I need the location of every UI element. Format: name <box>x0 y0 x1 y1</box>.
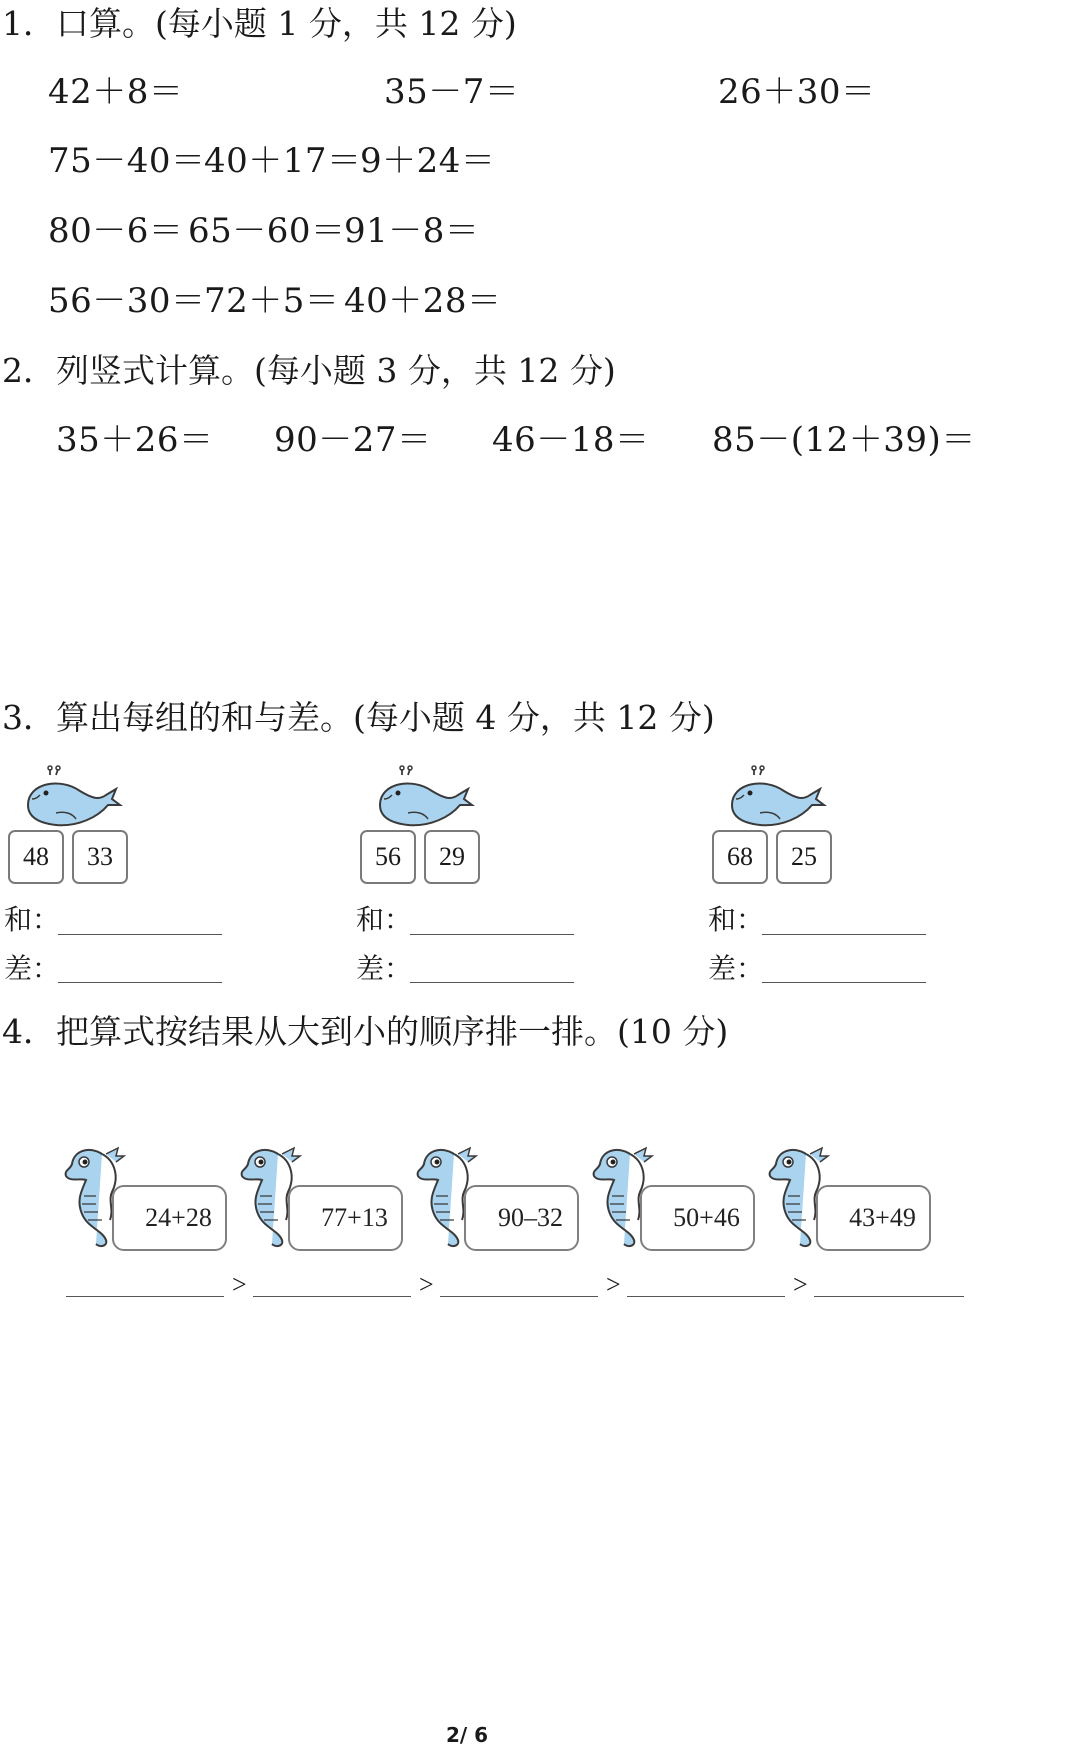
difference-answer-blank[interactable] <box>410 982 574 983</box>
difference-answer-blank[interactable] <box>762 982 926 983</box>
order-answer-blank[interactable] <box>66 1296 224 1297</box>
difference-label: 差： <box>356 952 413 985</box>
sum-answer-blank[interactable] <box>58 934 222 935</box>
whale-icon <box>20 765 124 837</box>
q1-expr: 65－60＝ <box>188 211 346 251</box>
q1-expr: 40＋28＝ <box>344 281 502 321</box>
q2-title: 2．列竖式计算。(每小题 3 分，共 12 分) <box>2 351 616 390</box>
number-box: 68 <box>712 830 768 884</box>
greater-than-sign: > <box>606 1270 621 1299</box>
q1-expr: 35－7＝ <box>384 72 520 112</box>
expression-box: 43+49 <box>816 1185 931 1251</box>
page-number: 2/ 6 <box>446 1723 489 1747</box>
number-box: 25 <box>776 830 832 884</box>
sum-label: 和： <box>356 903 413 936</box>
seahorse-card <box>414 1140 584 1260</box>
expression-box: 24+28 <box>112 1185 227 1251</box>
sum-answer-blank[interactable] <box>410 934 574 935</box>
number-box: 56 <box>360 830 416 884</box>
seahorse-card <box>62 1140 232 1260</box>
q1-expr: 72＋5＝ <box>204 281 340 321</box>
number-box: 33 <box>72 830 128 884</box>
q1-expr: 91－8＝ <box>344 211 480 251</box>
q2-expr: 85－(12＋39)＝ <box>712 420 976 460</box>
whale-icon <box>724 765 828 837</box>
sum-label: 和： <box>708 903 765 936</box>
greater-than-sign: > <box>419 1270 434 1299</box>
number-box: 29 <box>424 830 480 884</box>
q1-title: 1．口算。(每小题 1 分，共 12 分) <box>2 4 517 43</box>
order-answer-blank[interactable] <box>627 1296 785 1297</box>
number-box: 48 <box>8 830 64 884</box>
difference-label: 差： <box>708 952 765 985</box>
q1-expr: 56－30＝ <box>48 281 206 321</box>
seahorse-card <box>238 1140 408 1260</box>
order-answer-blank[interactable] <box>440 1296 598 1297</box>
q1-expr: 75－40＝ <box>48 141 206 181</box>
greater-than-sign: > <box>232 1270 247 1299</box>
expression-box: 77+13 <box>288 1185 403 1251</box>
whale-icon <box>372 765 476 837</box>
seahorse-card <box>766 1140 936 1260</box>
expression-box: 50+46 <box>640 1185 755 1251</box>
q3-title: 3．算出每组的和与差。(每小题 4 分，共 12 分) <box>2 698 715 737</box>
seahorse-card <box>590 1140 760 1260</box>
q1-expr: 42＋8＝ <box>48 72 184 112</box>
q4-title: 4．把算式按结果从大到小的顺序排一排。(10 分) <box>2 1012 729 1051</box>
greater-than-sign: > <box>793 1270 808 1299</box>
q2-expr: 90－27＝ <box>274 420 432 460</box>
q1-expr: 26＋30＝ <box>718 72 876 112</box>
order-answer-blank[interactable] <box>814 1296 964 1297</box>
sum-label: 和： <box>4 903 61 936</box>
q1-expr: 40＋17＝ <box>204 141 362 181</box>
q1-expr: 9＋24＝ <box>360 141 496 181</box>
q2-expr: 46－18＝ <box>492 420 650 460</box>
difference-answer-blank[interactable] <box>58 982 222 983</box>
difference-label: 差： <box>4 952 61 985</box>
expression-box: 90–32 <box>464 1185 579 1251</box>
q2-expr: 35＋26＝ <box>56 420 214 460</box>
q1-expr: 80－6＝ <box>48 211 184 251</box>
sum-answer-blank[interactable] <box>762 934 926 935</box>
order-answer-blank[interactable] <box>253 1296 411 1297</box>
